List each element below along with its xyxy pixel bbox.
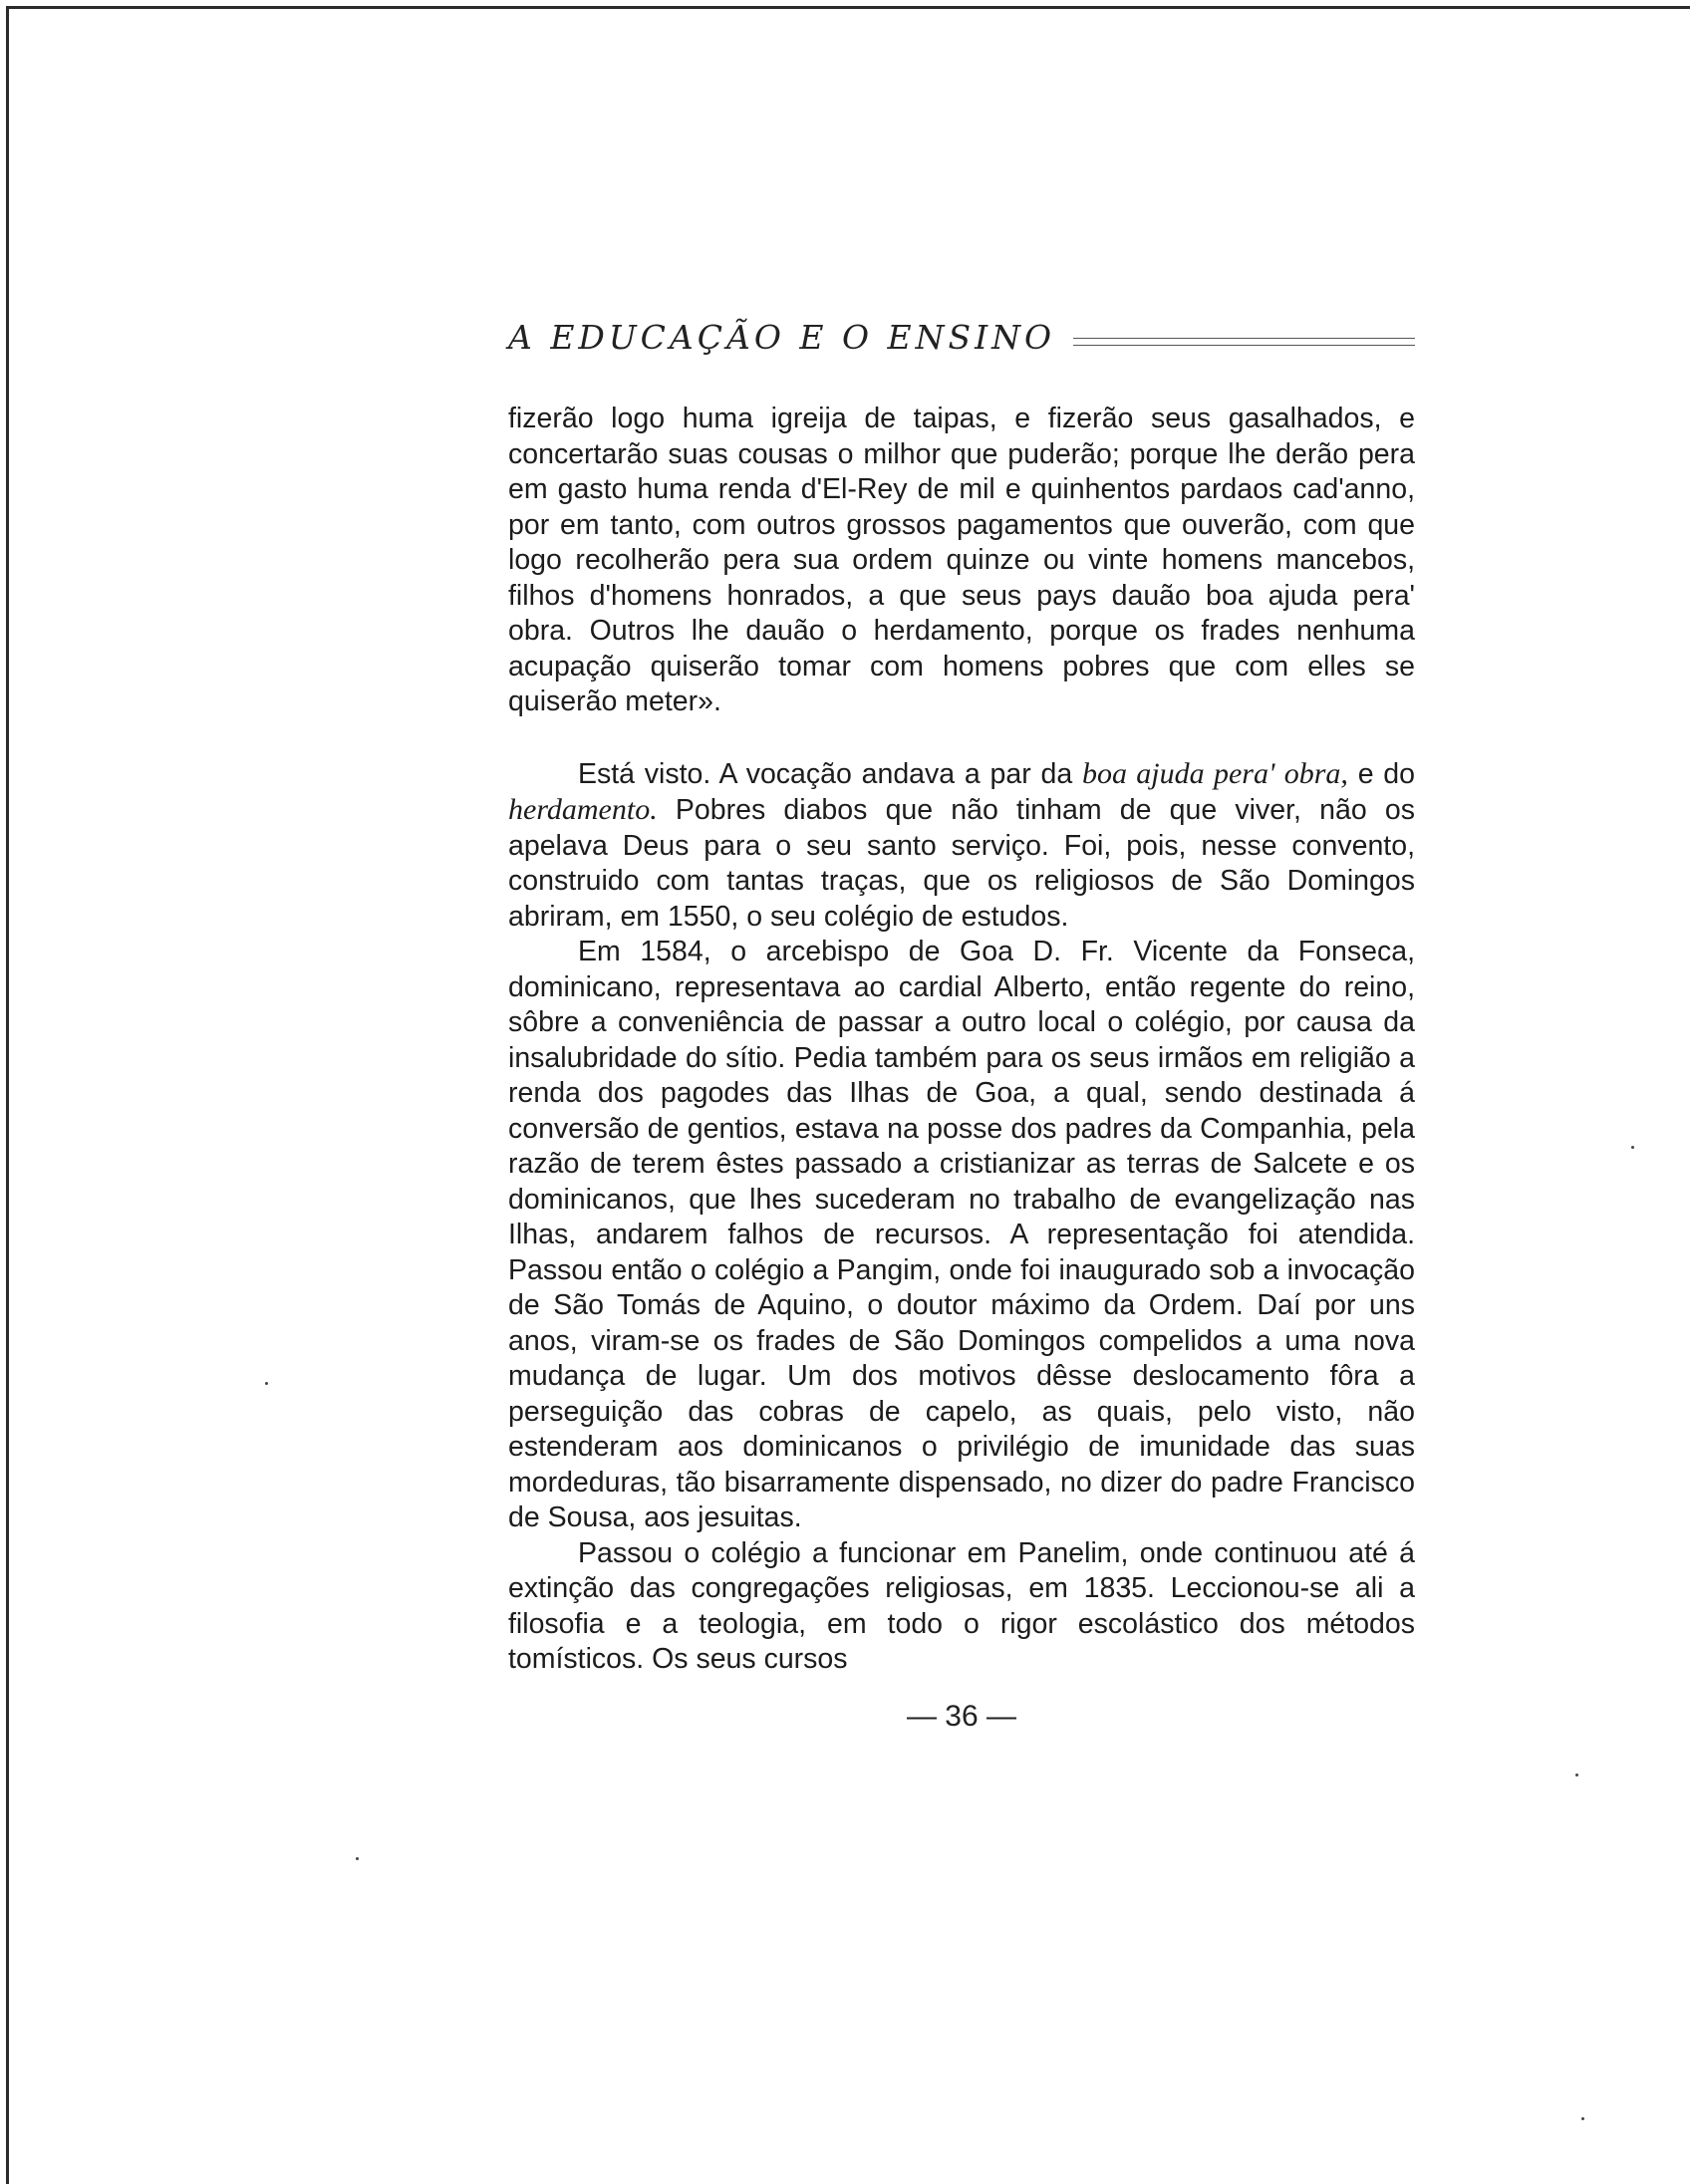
body-text — [508, 402, 1415, 1678]
paragraph-3-text: Em 1584, o arcebispo de Goa D. Fr. Vicente da Fonseca, dominicano, representava ao cardial Alberto, então regente do reino, sôbre a conveniência de passar a outro local o colégio, por causa da insalubridade do sítio. Pedia também para os seus irmãos em religião a renda dos pagodes das Ilhas de Goa, a qual, sendo destinada á conversão de gentios, estava na posse dos padres da Companhia, pela razão de terem êstes passado a cristianizar as terras de Salcete e os dominicanos, que lhes sucederam no trabalho de evangelização nas Ilhas, andarem falhos de recursos. A representação foi atendida. Passou então o colégio a Pangim, onde foi inaugurado sob a invocação de São Tomás de Aquino, o doutor máximo da Ordem. Daí por uns anos, viram-se os frades de São Domingos compelidos a uma nova mudança de lugar. Um dos motivos dêsse deslocamento fôra a perseguição das cobras de capelo, as quais, pelo visto, não estenderam aos dominicanos o privilégio de imunidade das suas mordeduras, tão bisarramente dispensado, no dizer do padre Francisco de Sousa, aos jesuitas. — [508, 936, 1415, 1533]
paragraph-1-text: fizerão logo huma igreija de taipas, e fizerão seus gasalhados, e concertarão suas cousas o milhor que puderão; porque lhe derão pera em gasto huma renda d'El-Rey de mil e quinhentos pardaos cad'anno, por em tanto, com outros grossos pagamentos que ouverão, com que logo recolherão pera sua ordem quinze ou vinte homens mancebos, filhos d'homens honrados, a que seus pays dauão boa ajuda pera' obra. Outros lhe dauão o herdamento, porque os frades nenhuma acupação quiserão tomar com homens pobres que com elles se quiserão meter». — [508, 403, 1415, 717]
book-page — [508, 314, 1415, 1734]
scan-speck — [1631, 1146, 1634, 1149]
paragraph-4 — [508, 1536, 1415, 1678]
scan-edge-left — [6, 6, 9, 2184]
paragraph-2-text-c: Pobres diabos que não tinham de que viver, não os apelava Deus para o seu santo serviço. Foi, pois, nesse convento, construido com tantas traças, que os religiosos de São Domingos abriram, em 1550, o seu colégio de estudos. — [508, 794, 1415, 933]
paragraph-2-text-a: Está visto. A vocação andava a par da — [578, 757, 1082, 790]
paragraph-2 — [508, 756, 1415, 936]
scan-speck — [1581, 2117, 1584, 2120]
paragraph-3 — [508, 935, 1415, 1536]
running-head-title: A EDUCAÇÃO E O ENSINO — [508, 317, 1056, 357]
running-head — [508, 314, 1415, 360]
paragraph-1 — [508, 402, 1415, 720]
page-number: — 36 — — [906, 1699, 1017, 1733]
paragraph-2-italic-b: herdamento. — [508, 793, 658, 826]
scan-edge-top — [8, 6, 1690, 9]
paragraph-4-text: Passou o colégio a funcionar em Panelim, onde continuou até á extinção das congregações religiosas, em 1835. Leccionou-se ali a filosofia e a teologia, em todo o rigor escolástico dos métodos tomísticos. Os seus cursos — [508, 1536, 1415, 1675]
scan-speck — [265, 1382, 268, 1385]
paragraph-2-italic-a: boa ajuda pera' obra, — [1081, 756, 1348, 790]
scan-speck — [356, 1857, 359, 1860]
paragraph-2-text-b: e do — [1347, 757, 1416, 790]
scan-speck — [1575, 1774, 1578, 1776]
running-head-rule — [1073, 338, 1415, 346]
